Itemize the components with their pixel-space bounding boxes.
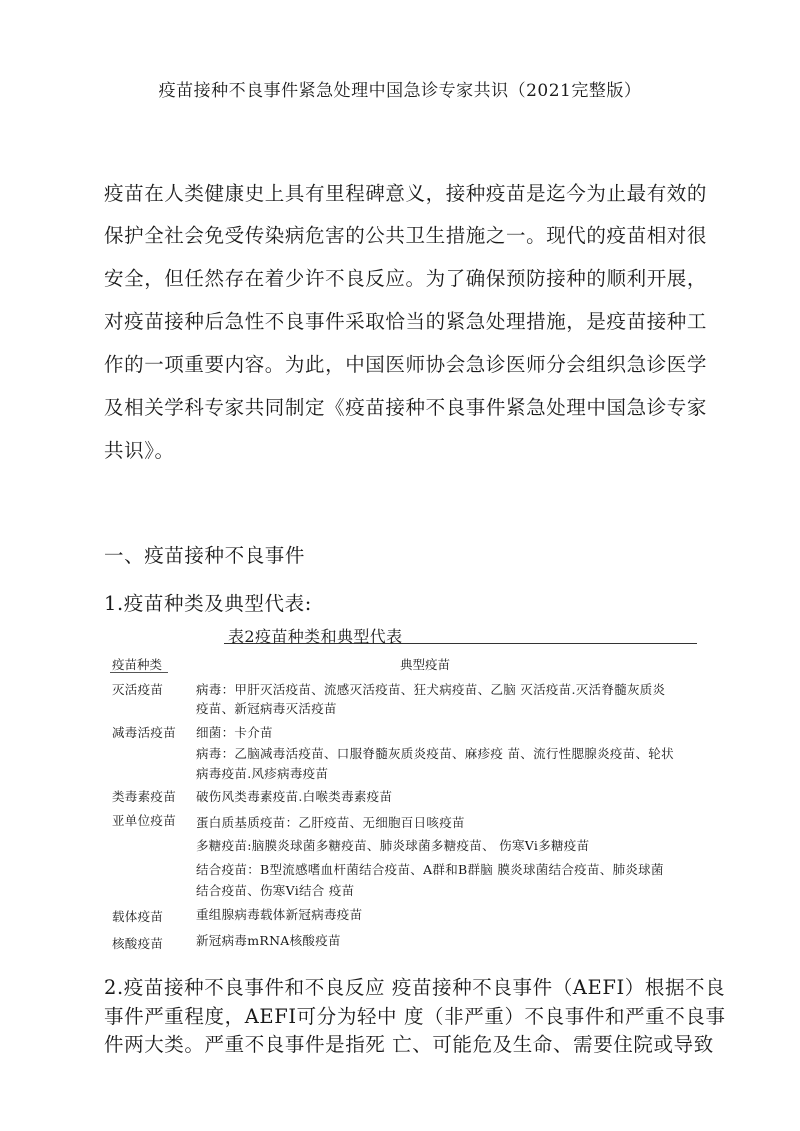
- page-title: 疫苗接种不良事件紧急处理中国急诊专家共识（2021完整版）: [158, 81, 642, 101]
- table-cell-line: 重组腺病毒载体新冠病毒疫苗: [196, 907, 363, 922]
- table-header-category: 疫苗种类: [112, 657, 163, 672]
- table-cell-line: 结合疫苗、伤寒Vi结合 疫苗: [196, 883, 355, 898]
- section-heading: 一、疫苗接种不良事件: [104, 544, 306, 567]
- para2-line: 事件严重程度，AEFI可分为轻中 度（非严重）不良事件和严重不良事: [104, 1005, 726, 1028]
- table-cell-line: 蛋白质基质疫苗：乙肝疫苗、无细胞百日咳疫苗: [196, 815, 465, 830]
- table-cell-category: 灭活疫苗: [112, 682, 164, 697]
- table-cell-line: 疫苗、新冠病毒灭活疫苗: [196, 701, 337, 716]
- table-cell-line: 病毒：乙脑减毒活疫苗、口服脊髓灰质炎疫苗、麻疹疫 苗、流行性腮腺炎疫苗、轮状: [196, 746, 674, 761]
- table-cell-category: 亚单位疫苗: [112, 813, 177, 828]
- table-top-rule: [224, 643, 697, 644]
- intro-line: 共识》。: [104, 439, 175, 462]
- table-cell-line: 细菌：卡介苗: [196, 725, 273, 740]
- intro-line: 作的一项重要内容。为此，中国医师协会急诊医师分会组织急诊医学: [104, 353, 708, 376]
- table-cell-line: 新冠病毒mRNA核酸疫苗: [196, 933, 341, 948]
- intro-line: 保护全社会免受传染病危害的公共卫生措施之一。现代的疫苗相对很: [104, 224, 708, 247]
- table-cell-line: 病毒：甲肝灭活疫苗、流感灭活疫苗、狂犬病疫苗、乙脑 灭活疫苗.灭活脊髓灰质炎: [196, 682, 666, 697]
- table-cell-category: 减毒活疫苗: [112, 725, 177, 740]
- intro-line: 对疫苗接种后急性不良事件采取恰当的紧急处理措施，是疫苗接种工: [104, 310, 708, 333]
- table-caption: 表2疫苗种类和典型代表: [228, 627, 403, 646]
- intro-line: 及相关学科专家共同制定《疫苗接种不良事件紧急处理中国急诊专家: [104, 396, 708, 419]
- para2-line: 2.疫苗接种不良事件和不良反应 疫苗接种不良事件（AEFI）根据不良: [104, 976, 726, 999]
- table-cell-category: 核酸疫苗: [112, 936, 164, 951]
- intro-line: 疫苗在人类健康史上具有里程碑意义，接种疫苗是迄今为止最有效的: [104, 182, 708, 205]
- para2-line: 件两大类。严重不良事件是指死 亡、可能危及生命、需要住院或导致: [104, 1033, 714, 1056]
- table-cell-category: 载体疫苗: [112, 909, 164, 924]
- table-header-representative: 典型疫苗: [400, 657, 451, 672]
- table-header-underline: [110, 672, 168, 673]
- table-cell-line: 多糖疫苗:脑膜炎球菌多糖疫苗、肺炎球菌多糖疫苗、 伤寒Vi多糖疫苗: [196, 838, 590, 853]
- table-cell-line: 结合疫苗：B型流感嗜血杆菌结合疫苗、A群和B群脑 膜炎球菌结合疫苗、肺炎球菌: [196, 862, 664, 877]
- table-cell-category: 类毒素疫苗: [112, 789, 177, 804]
- table-cell-line: 病毒疫苗.风疹病毒疫苗: [196, 766, 329, 781]
- subheading: 1.疫苗种类及典型代表:: [104, 592, 312, 615]
- intro-line: 安全，但任然存在着少许不良反应。为了确保预防接种的顺利开展，: [104, 267, 708, 290]
- table-cell-line: 破伤风类毒素疫苗.白喉类毒素疫苗: [196, 789, 393, 804]
